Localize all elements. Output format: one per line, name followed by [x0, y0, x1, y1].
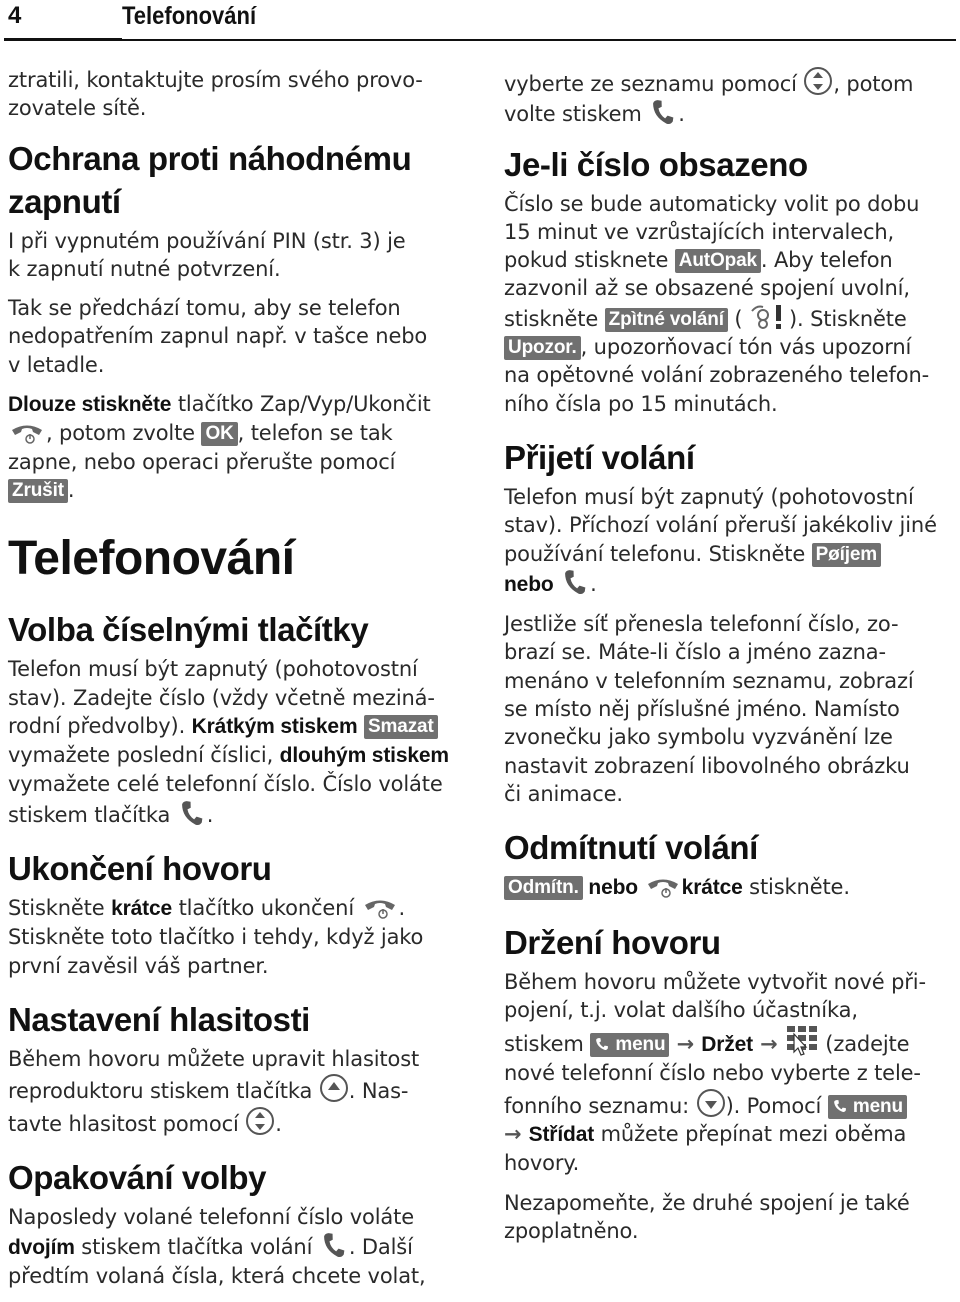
chapter-title: Telefonování: [8, 532, 295, 586]
continued-paragraph: vyberte ze seznamu pomocí , potom volte stiskem .: [504, 66, 950, 129]
keypad-icon: [785, 1024, 819, 1056]
obsazeno-paragraph: Číslo se bude automaticky volit po dobu 15 minut ve vzrůstajících intervalech, pokud stisknete AutOpak . Aby telefon zazvonil až se obsazené spojení uvolní, stiskněte Zpìtné volání ( ). Stiskněte Upozor. , upozorňovací tón vás upozorní na opětovné volání zobrazeného telefon- ního čísla po 15 minutách.: [504, 191, 930, 416]
end-call-icon: [8, 421, 46, 445]
nav-key-up-icon: [319, 1073, 349, 1103]
ukonceni-paragraph: Stiskněte krátce tlačítko ukončení . Stiskněte toto tlačítko i tehdy, když jako první zavěsil váš partner.: [8, 896, 424, 978]
nav-key-updown-icon: [803, 66, 833, 96]
page-header: [0, 0, 960, 44]
section-heading-hlasitost: Nastavení hlasitosti: [8, 1000, 310, 1038]
nav-key-down-icon: [696, 1088, 726, 1118]
softkey-upozor: Upozor.: [504, 336, 581, 360]
callback-icon: [749, 303, 789, 331]
opakovani-paragraph: Naposledy volané telefonní číslo voláte dvojím stiskem tlačítka volání . Další předtím volaná čísla, která chcete volat,: [8, 1204, 426, 1289]
softkey-prijem: Pøíjem: [812, 543, 881, 567]
softkey-odmitn: Odmítn.: [504, 876, 583, 900]
right-column: [504, 66, 950, 1256]
call-handset-icon: [832, 1098, 848, 1114]
softkey-zpetne-volani: Zpìtné volání: [605, 308, 728, 332]
hlasitost-paragraph: Během hovoru můžete upravit hlasitost reproduktoru stiskem tlačítka . Nas- tavte hlasitost pomocí .: [8, 1046, 420, 1136]
softkey-autopak: AutOpak: [675, 249, 761, 273]
call-handset-icon: [560, 568, 590, 596]
ochrana-paragraph-1: I při vypnutém používání PIN (str. 3) je k zapnutí nutné potvrzení.: [8, 228, 406, 281]
section-heading-ochrana: Ochrana proti náhodnému zapnutí: [8, 139, 412, 220]
section-heading-drzeni: Držení hovoru: [504, 923, 721, 961]
header-title: Telefonování: [122, 2, 257, 30]
ochrana-paragraph-2: Tak se předchází tomu, aby se telefon nedopatřením zapnul např. v tašce nebo v letadle.: [8, 296, 428, 377]
end-call-icon: [361, 896, 399, 920]
section-heading-volba: Volba číselnými tlačítky: [8, 611, 369, 649]
section-heading-opakovani: Opakování volby: [8, 1158, 267, 1196]
header-rule-right: [122, 39, 956, 41]
call-handset-icon: [594, 1036, 610, 1052]
softkey-menu: menu: [590, 1033, 669, 1057]
end-call-icon: [644, 875, 682, 899]
volba-paragraph: Telefon musí být zapnutý (pohotovostní stav). Zadejte číslo (vždy včetně meziná- rodní předvolby). Krátkým stiskem Smazat vymažete poslední číslici, dlouhým stiskem vymažete celé telefonní číslo. Číslo voláte stiskem tlačítka .: [8, 657, 449, 827]
nav-key-updown-icon: [245, 1106, 275, 1136]
softkey-ok: OK: [201, 422, 237, 446]
drzeni-paragraph-1: Během hovoru můžete vytvořit nové při- pojení, t.j. volat dalšího účastníka, stiskem menu → Držet → (zadejte nové telefonní číslo nebo vyberte z tele- fonního seznamu: ). Pomocí menu → Střídat můžete přepínat mezi oběma hovory.: [504, 969, 926, 1176]
left-column: [8, 66, 468, 1302]
section-heading-obsazeno: Je-li číslo obsazeno: [504, 145, 808, 183]
prijeti-paragraph-1: Telefon musí být zapnutý (pohotovostní stav). Příchozí volání přeruší jakékoliv jiné používání telefonu. Stiskněte Pøíjem nebo .: [504, 484, 937, 596]
section-heading-odmitnuti: Odmítnutí volání: [504, 829, 758, 867]
ochrana-paragraph-3: Dlouze stiskněte tlačítko Zap/Vyp/Ukončit , potom zvolte OK , telefon se tak zapne, nebo operaci přerušte pomocí Zrušit .: [8, 392, 431, 502]
intro-paragraph: ztratili, kontaktujte prosím svého provo- zovatele sítě.: [8, 68, 423, 121]
odmitnuti-paragraph: Odmítn. nebo krátce stiskněte.: [504, 873, 950, 902]
prijeti-paragraph-2: Jestliže síť přenesla telefonní číslo, zo- brazí se. Máte-li číslo a jméno zazna- menáno v telefonním seznamu, zobrazí se místo něj příslušné jméno. Namísto zvonečku jako symbolu vyzvánění lze nastavit zobrazení libovolného obrázku či animace.: [504, 612, 914, 806]
call-handset-icon: [648, 98, 678, 126]
page-number: 4: [8, 2, 22, 29]
section-heading-prijeti: Přijetí volání: [504, 438, 695, 476]
softkey-smazat: Smazat: [364, 715, 438, 739]
call-handset-icon: [177, 799, 207, 827]
call-handset-icon: [319, 1231, 349, 1259]
section-heading-ukonceni: Ukončení hovoru: [8, 850, 272, 888]
drzeni-paragraph-2: Nezapomeňte, že druhé spojení je také zpoplatněno.: [504, 1190, 910, 1243]
header-rule-left: [4, 38, 122, 41]
softkey-menu: menu: [828, 1095, 907, 1119]
softkey-zrusit: Zrušit: [8, 479, 68, 503]
